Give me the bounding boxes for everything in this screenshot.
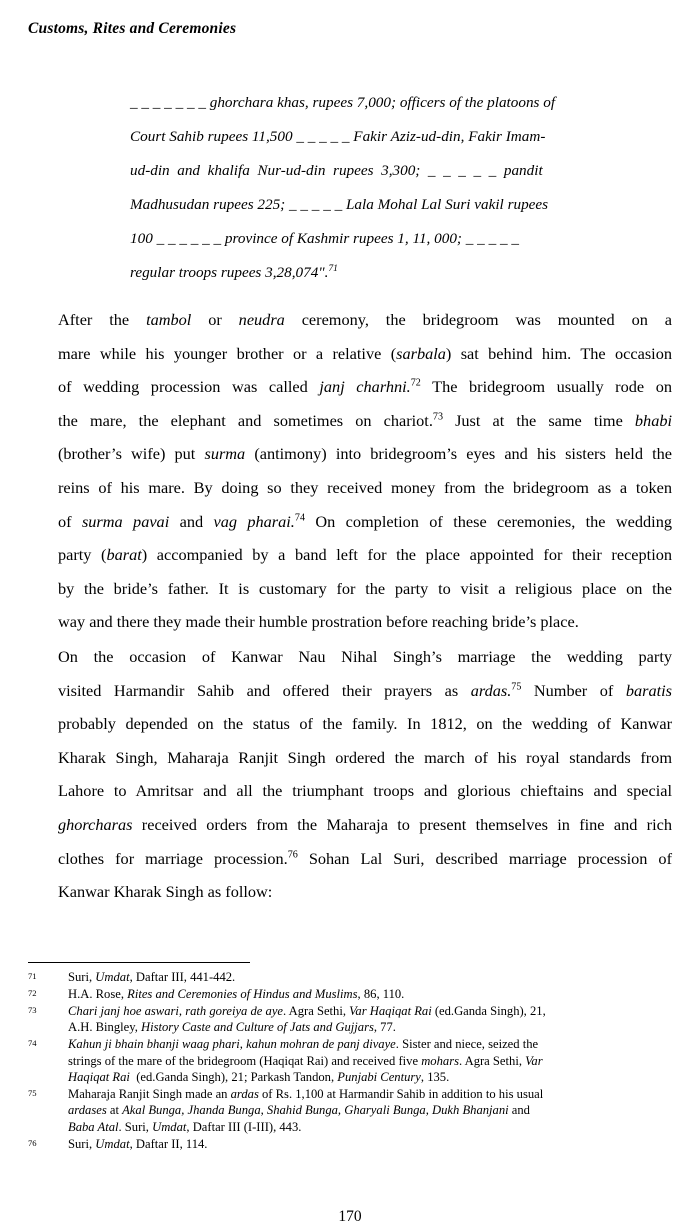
footnote-line (68, 1036, 676, 1052)
paragraph-line (20, 437, 672, 471)
italic-text: neudra (238, 310, 285, 329)
footnote-item (28, 1036, 676, 1085)
text-run: (antimony) into bridegroom’s eyes and his sisters held the (245, 444, 672, 464)
italic-text: bhabi (634, 410, 672, 430)
footnote-number-73[interactable]: 73 (28, 1004, 37, 1015)
italic-text: Haqiqat Rai (68, 1069, 130, 1084)
text-run: A.H. Bingley, (68, 1020, 141, 1035)
footnote-text (68, 1086, 676, 1135)
footnote-ref-74[interactable]: 74 (294, 512, 305, 524)
paragraph-line (20, 404, 672, 438)
running-head: Customs, Rites and Ceremonies (28, 20, 237, 37)
text-run: mare while his younger brother or a relative ( (58, 343, 397, 363)
footnote-text (68, 1136, 676, 1152)
paragraph-line (20, 640, 672, 674)
paragraph-body (20, 640, 672, 909)
text-run: Suri, (68, 970, 96, 984)
blockquote-line: ud-din and khalifa Nur-ud-din rupees 3,300; _ _ _ _ _ pandit (130, 162, 543, 179)
footnote-item (28, 1136, 676, 1152)
text-run: Number of (521, 680, 626, 700)
footnote-line (68, 1102, 676, 1118)
italic-text: Umdat (95, 970, 130, 984)
footnote-text (68, 969, 676, 985)
text-run: . Agra Sethi, (459, 1053, 526, 1068)
footnote-ref-73[interactable]: 73 (432, 411, 443, 423)
italic-text: History Caste and Culture of Jats and Gujjars (141, 1020, 374, 1035)
italic-text: mohars (421, 1053, 459, 1068)
italic-text: barat (106, 545, 142, 565)
text-run: , 77. (373, 1020, 396, 1035)
text-run: . Agra Sethi, (283, 1003, 350, 1018)
footnote-line (68, 1069, 676, 1085)
paragraph-1 (20, 303, 672, 639)
italic-text: surma (204, 444, 246, 464)
blockquote-line-last (130, 256, 672, 290)
footnote-item (28, 1003, 676, 1036)
text-run: , 135. (420, 1069, 450, 1084)
text-run: clothes for marriage procession. (58, 848, 288, 868)
footnote-text (68, 1003, 676, 1036)
text-run: ) sat behind him. The occasion (445, 343, 672, 363)
paragraph-line (20, 774, 672, 808)
italic-text: Akal Bunga, Jhanda Bunga, Shahid Bunga, Gharyali Bunga, Dukh Bhanjani (122, 1103, 509, 1118)
text-run: Kanwar Kharak Singh as follow: (58, 882, 273, 902)
text-run: by the bride’s father. It is customary for the party to visit a religious place on the (58, 578, 672, 598)
italic-text: ardas (230, 1086, 259, 1101)
paragraph-line (20, 674, 672, 708)
footnote-line (68, 1019, 676, 1035)
text-run: of (58, 511, 82, 531)
footnote-item (28, 986, 676, 1002)
text-run: The bridegroom usually rode on (420, 377, 672, 397)
italic-text: Punjabi Century (337, 1069, 421, 1084)
text-run: way and there they made their humble prostration before reaching bride’s place. (58, 612, 579, 632)
footnote-ref-76[interactable]: 76 (287, 849, 298, 861)
italic-text: ghorcharas (58, 814, 133, 834)
footnote-list (28, 969, 676, 1152)
blockquote-line: Court Sahib rupees 11,500 _ _ _ _ _ Fakir Aziz-ud-din, Fakir Imam- (130, 128, 546, 145)
paragraph-line (20, 303, 672, 337)
blockquote-line: Madhusudan rupees 225; _ _ _ _ _ Lala Mohal Lal Suri vakil rupees (130, 196, 549, 213)
footnote-separator-rule (28, 962, 250, 963)
footnote-line (68, 1086, 676, 1102)
text-run: the mare, the elephant and sometimes on chariot. (58, 410, 433, 430)
italic-text: Var (525, 1053, 543, 1068)
text-run: Kharak Singh, Maharaja Ranjit Singh ordered the march of his royal standards from (58, 747, 672, 767)
text-run: or (191, 310, 239, 329)
italic-text: sarbala (396, 343, 446, 363)
footnote-ref-71[interactable]: 71 (328, 263, 338, 274)
block-quotation (130, 86, 672, 290)
text-run: at (106, 1103, 123, 1118)
text-run: received orders from the Maharaja to present themselves in fine and rich (132, 814, 672, 834)
footnote-number-75[interactable]: 75 (28, 1087, 37, 1098)
footnote-line (68, 1053, 676, 1069)
page-number: 170 (338, 1208, 362, 1225)
text-run: probably depended on the status of the family. In 1812, on the wedding of Kanwar (58, 714, 672, 734)
footnote-ref-75[interactable]: 75 (511, 681, 522, 693)
paragraph-line (20, 505, 672, 539)
text-run: (ed.Ganda Singh), 21; Parkash Tandon, (129, 1069, 338, 1084)
text-run: Sohan Lal Suri, described marriage procession of (297, 848, 672, 868)
footnote-line (68, 1119, 676, 1135)
footnote-ref-72[interactable]: 72 (410, 377, 421, 389)
text-run: On completion of these ceremonies, the wedding (304, 511, 672, 531)
paragraph-body (20, 303, 672, 639)
footnote-number-74[interactable]: 74 (28, 1038, 37, 1049)
text-run: of wedding procession was called (58, 377, 320, 397)
italic-text: Rites and Ceremonies of Hindus and Muslims (127, 986, 358, 1001)
text-run: and (508, 1103, 530, 1118)
paragraph-line (20, 471, 672, 505)
text-run: . Suri, (118, 1119, 153, 1134)
italic-text: janj charhni. (319, 377, 411, 397)
italic-text: ardas. (470, 680, 512, 700)
text-run: On the occasion of Kanwar Nau Nihal Singh’s marriage the wedding party (58, 647, 672, 666)
text-run: . Sister and niece, seized the (395, 1037, 539, 1052)
footnote-item (28, 969, 676, 985)
footnote-number-71[interactable]: 71 (28, 971, 37, 981)
italic-text: vag pharai. (213, 511, 295, 531)
footnote-line (68, 986, 676, 1002)
footnote-line (68, 1136, 676, 1152)
blockquote-line-text: regular troops rupees 3,28,074". (130, 264, 329, 281)
text-run: strings of the mare of the bridegroom (Haqiqat Rai) and received five (68, 1053, 422, 1068)
text-run: ) accompanied by a band left for the place appointed for their reception (141, 545, 672, 565)
text-run: of Rs. 1,100 at Harmandir Sahib in addition to his usual (258, 1086, 544, 1101)
italic-text: Umdat (152, 1119, 187, 1134)
footnote-item (28, 1086, 676, 1135)
text-run: Just at the same time (442, 410, 635, 430)
paragraph-line (20, 842, 672, 876)
paragraph-line (20, 572, 672, 606)
footnote-line (68, 969, 676, 985)
text-run: After the (58, 310, 147, 329)
paragraph-line (20, 337, 672, 371)
italic-text: tambol (146, 310, 192, 329)
paragraph-2 (20, 640, 672, 909)
footnote-number-72[interactable]: 72 (28, 987, 37, 998)
italic-text: surma pavai (81, 511, 170, 531)
paragraph-line (20, 370, 672, 404)
text-run: , Daftar III (I-III), 443. (186, 1119, 302, 1134)
paragraph-line (20, 605, 672, 639)
italic-text: baratis (625, 680, 672, 700)
footnote-text (68, 986, 676, 1002)
text-run: Maharaja Ranjit Singh made an (68, 1086, 231, 1101)
text-run: , Daftar III, 441-442. (129, 970, 236, 984)
text-run: Lahore to Amritsar and all the triumphant troops and glorious chieftains and special (58, 781, 672, 801)
paragraph-line (20, 875, 672, 909)
paragraph-line (20, 741, 672, 775)
text-run: , Daftar II, 114. (129, 1136, 208, 1151)
text-run: party ( (58, 545, 107, 565)
text-run: H.A. Rose, (68, 986, 128, 1001)
footnote-number-76[interactable]: 76 (28, 1137, 37, 1148)
text-run: reins of his mare. By doing so they received money from the bridegroom as a token (58, 477, 672, 497)
text-run: (brother’s wife) put (58, 444, 205, 464)
italic-text: Umdat (95, 1136, 130, 1151)
italic-text: Chari janj hoe aswari, rath goreiya de aye (68, 1003, 284, 1018)
italic-text: Kahun ji bhain bhanji waag phari, kahun mohran de panj divaye (68, 1037, 396, 1052)
blockquote-line: 100 _ _ _ _ _ _ province of Kashmir rupees 1, 11, 000; _ _ _ _ _ (130, 230, 519, 247)
text-run: and (169, 511, 214, 531)
text-run: , 86, 110. (357, 986, 405, 1001)
footnote-text (68, 1036, 676, 1085)
footnote-line (68, 1003, 676, 1019)
italic-text: Baba Atal (68, 1119, 119, 1134)
italic-text: Var Haqiqat Rai (349, 1003, 432, 1018)
text-run: (ed.Ganda Singh), 21, (431, 1003, 546, 1018)
paragraph-line (20, 538, 672, 572)
italic-text: ardases (68, 1103, 107, 1118)
paragraph-line (20, 707, 672, 741)
text-run: visited Harmandir Sahib and offered their prayers as (58, 680, 471, 700)
paragraph-line (20, 808, 672, 842)
text-run: ceremony, the bridegroom was mounted on a (284, 310, 672, 329)
blockquote-line: _ _ _ _ _ _ _ ghorchara khas, rupees 7,000; officers of the platoons of (130, 94, 556, 111)
text-run: Suri, (68, 1136, 96, 1151)
